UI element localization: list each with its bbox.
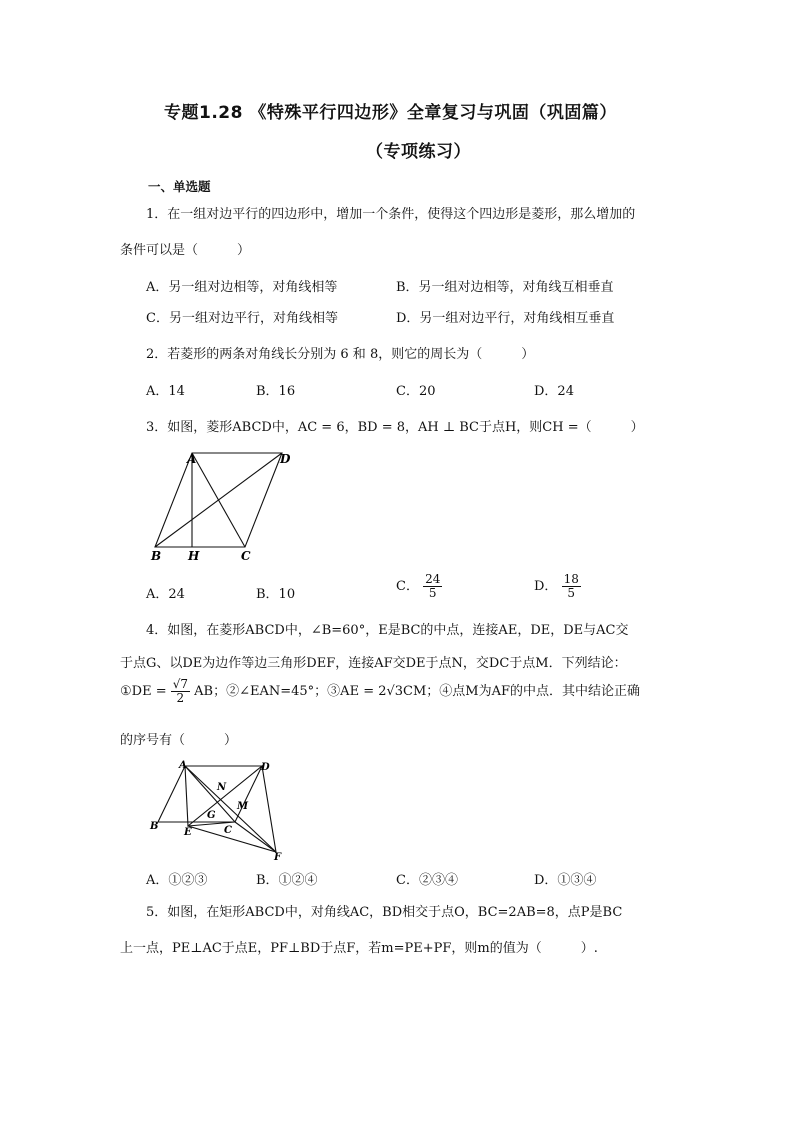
q4-stem-line1: 4．如图，在菱形ABCD中，∠B=60°，E是BC的中点，连接AE，DE，DE与AC交 <box>146 623 629 638</box>
q2-option-d: D．24 <box>534 384 574 399</box>
frac-numerator: 24 <box>425 572 441 586</box>
q4-option-b: B．①②④ <box>256 873 318 888</box>
q3-option-c-fraction <box>423 573 442 600</box>
label-g: G <box>207 810 216 821</box>
label-b: B <box>150 821 159 832</box>
label-h: H <box>188 549 200 563</box>
q3-option-a: A．24 <box>146 587 185 602</box>
frac-denominator: 2 <box>176 691 185 706</box>
label-f: F <box>274 852 282 862</box>
q1-option-d: D．另一组对边平行，对角线相互垂直 <box>396 311 615 326</box>
q3-stem: 3．如图，菱形ABCD中，AC = 6，BD = 8，AH ⊥ BC于点H，则CH =（ ） <box>146 420 644 435</box>
label-e: E <box>184 827 192 838</box>
q1-stem-line2: 条件可以是（ ） <box>120 243 251 258</box>
q4-option-a: A．①②③ <box>146 873 208 888</box>
q2-option-b: B．16 <box>256 384 296 399</box>
q1-option-a: A．另一组对边相等，对角线相等 <box>146 280 338 295</box>
frac-numerator: 18 <box>563 572 579 586</box>
frac-numerator: √7 <box>172 677 189 691</box>
q4-rhombus-figure <box>140 756 300 862</box>
q4-conclusion-1: ①DE = <box>120 684 167 700</box>
segment-ae <box>185 766 188 826</box>
paper-subtitle: （专项练习） <box>366 142 471 162</box>
section-heading: 一、单选题 <box>148 179 211 194</box>
q2-stem: 2．若菱形的两条对角线长分别为 6 和 8，则它的周长为（ ） <box>146 347 535 362</box>
q5-stem-line2: 上一点，PE⊥AC于点E，PF⊥BD于点F，若m=PE+PF，则m的值为（ ）. <box>120 941 598 956</box>
q4-option-d: D．①③④ <box>534 873 597 888</box>
q3-option-d-prefix: D． <box>534 579 558 595</box>
q4-option-c: C．②③④ <box>396 873 458 888</box>
q4-stem-line2: 于点G、以DE为边作等边三角形DEF，连接AF交DE于点N，交DC于点M．下列结论： <box>120 656 627 671</box>
label-c: C <box>241 549 251 563</box>
frac-denominator: 5 <box>428 586 437 601</box>
label-b: B <box>151 549 162 563</box>
q3-option-c-prefix: C． <box>396 579 419 595</box>
q1-stem-line1: 1．在一组对边平行的四边形中，增加一个条件，使得这个四边形是菱形，那么增加的 <box>146 207 636 222</box>
q5-stem-line1: 5．如图，在矩形ABCD中，对角线AC，BD相交于点O，BC=2AB=8，点P是BC <box>146 905 623 920</box>
q4-conclusions-rest: AB；②∠EAN=45°；③AE = 2√3CM；④点M为AF的中点．其中结论正确 <box>194 684 641 700</box>
q3-option-d <box>534 573 581 600</box>
q4-fraction <box>171 678 190 705</box>
frac-denominator: 5 <box>567 586 576 601</box>
label-d: D <box>261 762 270 773</box>
q4-stem-line3 <box>120 678 640 705</box>
q3-rhombus-figure <box>140 445 310 565</box>
label-a: A <box>179 760 187 771</box>
q1-option-b: B．另一组对边相等，对角线互相垂直 <box>396 280 614 295</box>
label-d: D <box>280 452 291 466</box>
q3-option-d-fraction <box>562 573 581 600</box>
label-a: A <box>187 452 197 466</box>
segment-cf <box>235 822 276 852</box>
q2-option-c: C．20 <box>396 384 436 399</box>
label-c: C <box>224 825 232 836</box>
q2-option-a: A．14 <box>146 384 185 399</box>
q3-option-b: B．10 <box>256 587 296 602</box>
label-n: N <box>217 782 227 793</box>
q4-stem-line4: 的序号有（ ） <box>120 733 238 748</box>
q3-option-c <box>396 573 442 600</box>
label-m: M <box>237 801 249 812</box>
q1-option-c: C．另一组对边平行，对角线相等 <box>146 311 338 326</box>
paper-title: 专题1.28 《特殊平行四边形》全章复习与巩固（巩固篇） <box>164 103 617 123</box>
